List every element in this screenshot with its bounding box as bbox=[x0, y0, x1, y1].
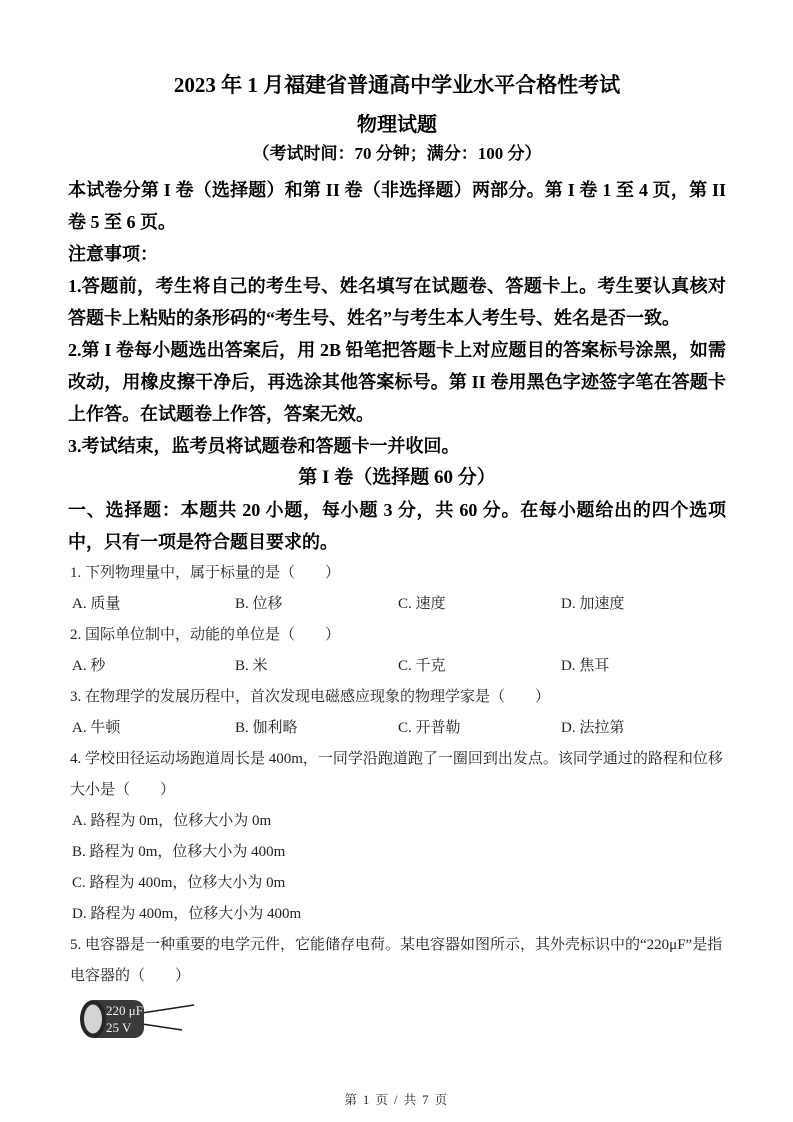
question-1-options bbox=[68, 589, 726, 620]
notice-item-1: 1.答题前，考生将自己的考生号、姓名填写在试题卷、答题卡上。考生要认真核对答题卡上粘贴的条形码的“考生号、姓名”与考生本人考生号、姓名是否一致。 bbox=[68, 276, 726, 328]
capacitor-label-capacitance: 220 μF bbox=[106, 1003, 143, 1018]
option-c: C. 路程为 400m，位移大小为 0m bbox=[72, 875, 286, 891]
question-number: 2. bbox=[70, 627, 82, 643]
question-text: 下列物理量中，属于标量的是（ ） bbox=[85, 565, 341, 581]
question-text: 学校田径运动场跑道周长是 400m，一同学沿跑道跑了一圈回到出发点。该同学通过的路程和位移大小是（ ） bbox=[70, 751, 723, 798]
question-5 bbox=[68, 930, 726, 992]
option-b: B. 路程为 0m，位移大小为 400m bbox=[72, 844, 286, 860]
notices-heading: 注意事项： bbox=[68, 244, 158, 264]
option-a: A. 路程为 0m，位移大小为 0m bbox=[72, 813, 272, 829]
option-c: C. 千克 bbox=[398, 658, 446, 674]
exam-title: 2023 年 1 月福建省普通高中学业水平合格性考试 bbox=[173, 73, 621, 97]
part1-intro: 一、选择题：本题共 20 小题，每小题 3 分，共 60 分。在每小题给出的四个选项中，只有一项是符合题目要求的。 bbox=[68, 500, 726, 552]
notice-item-2: 2.第 I 卷每小题选出答案后，用 2B 铅笔把答题卡上对应题目的答案标号涂黑，如需改动，用橡皮擦干净后，再选涂其他答案标号。第 II 卷用黑色字迹签字笔在答题卡上作答。在试题卷上作答，答案无效。 bbox=[68, 340, 726, 424]
question-1 bbox=[68, 558, 726, 589]
capacitor-lead-top bbox=[142, 1005, 194, 1013]
questions-section bbox=[68, 558, 726, 1054]
question-4-options bbox=[68, 806, 726, 930]
question-3 bbox=[68, 682, 726, 713]
option-b: B. 位移 bbox=[235, 596, 283, 612]
exam-info: （考试时间：70 分钟；满分：100 分） bbox=[252, 144, 542, 163]
question-2-options bbox=[68, 651, 726, 682]
question-4 bbox=[68, 744, 726, 806]
question-text: 电容器是一种重要的电学元件，它能储存电荷。某电容器如图所示，其外壳标识中的“220μF”是指电容器的（ ） bbox=[70, 937, 723, 984]
question-number: 3. bbox=[70, 689, 82, 705]
question-2 bbox=[68, 620, 726, 651]
question-3-options bbox=[68, 713, 726, 744]
page-content bbox=[68, 70, 726, 1054]
option-b: B. 米 bbox=[235, 658, 268, 674]
capacitor-figure bbox=[72, 996, 726, 1054]
option-c: C. 速度 bbox=[398, 596, 446, 612]
question-number: 4. bbox=[70, 751, 82, 767]
capacitor-lead-bottom bbox=[142, 1024, 182, 1030]
notice-item-3: 3.考试结束，监考员将试题卷和答题卡一并收回。 bbox=[68, 436, 460, 456]
option-a: A. 牛顿 bbox=[72, 720, 121, 736]
intro-paragraph: 本试卷分第 I 卷（选择题）和第 II 卷（非选择题）两部分。第 I 卷 1 至 4 页，第 II 卷 5 至 6 页。 bbox=[68, 180, 726, 232]
option-d: D. 法拉第 bbox=[561, 720, 625, 736]
option-d: D. 路程为 400m，位移大小为 400m bbox=[72, 906, 302, 922]
exam-subtitle: 物理试题 bbox=[357, 114, 437, 136]
question-text: 在物理学的发展历程中，首次发现电磁感应现象的物理学家是（ ） bbox=[85, 689, 551, 705]
capacitor-end-cap bbox=[84, 1005, 102, 1034]
page-footer: 第 1 页 / 共 7 页 bbox=[344, 1093, 449, 1107]
option-d: D. 焦耳 bbox=[561, 658, 610, 674]
question-number: 5. bbox=[70, 937, 82, 953]
capacitor-label-voltage: 25 V bbox=[106, 1020, 132, 1035]
question-number: 1. bbox=[70, 565, 82, 581]
part1-heading: 第 I 卷（选择题 60 分） bbox=[298, 467, 496, 488]
option-b: B. 伽利略 bbox=[235, 720, 298, 736]
option-c: C. 开普勒 bbox=[398, 720, 461, 736]
capacitor-illustration bbox=[72, 996, 212, 1046]
question-text: 国际单位制中，动能的单位是（ ） bbox=[85, 627, 341, 643]
option-a: A. 质量 bbox=[72, 596, 121, 612]
option-a: A. 秒 bbox=[72, 658, 106, 674]
option-d: D. 加速度 bbox=[561, 596, 625, 612]
